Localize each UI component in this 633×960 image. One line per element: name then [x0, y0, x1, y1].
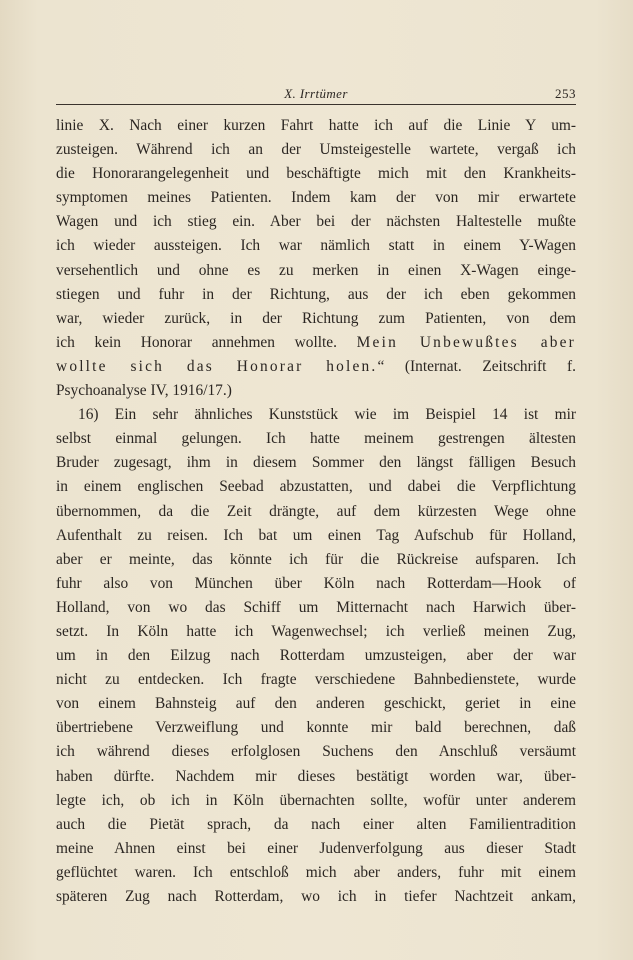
- text-line: haben dürfte. Nachdem mir dieses bestätigt worden war, über-: [56, 767, 576, 785]
- text-line: in einem englischen Seebad abzustatten, und dabei die Verpflichtung: [56, 478, 576, 496]
- emphasized-phrase: Mein Unbewußtes aber: [356, 333, 576, 351]
- text-line: selbst einmal gelungen. Ich hatte meinem gestrengen ältesten: [56, 430, 576, 448]
- text-line: zusteigen. Während ich an der Umsteigestelle wartete, vergaß ich: [56, 141, 576, 159]
- text-line: ich während dieses erfolglosen Suchens den Anschluß versäumt: [56, 743, 576, 761]
- text-line: Wagen und ich stieg ein. Aber bei der nächsten Haltestelle mußte: [56, 213, 576, 231]
- chapter-title: X. Irrtümer: [284, 86, 348, 101]
- header-rule: [56, 104, 576, 105]
- text-line: von einem Bahnsteig auf den anderen geschickt, geriet in eine: [56, 695, 576, 713]
- text-line: symptomen meines Patienten. Indem kam der von mir erwartete: [56, 189, 576, 207]
- text-line: versehentlich und ohne es zu merken in einen X-Wagen einge-: [56, 261, 576, 279]
- running-header: [56, 86, 576, 104]
- body-text: [56, 114, 576, 909]
- text-line: übertriebene Verzweiflung und konnte mir bald berechnen, daß: [56, 719, 576, 737]
- text-line: war, wieder zurück, in der Richtung zum Patienten, von dem: [56, 309, 576, 327]
- emphasized-phrase: wollte sich das Honorar holen.: [56, 357, 378, 375]
- text-line: übernommen, da die Zeit drängte, auf dem kürzesten Wege ohne: [56, 502, 576, 520]
- text-line: nicht zu entdecken. Ich fragte verschiedene Bahnbedienstete, wurde: [56, 671, 576, 689]
- text-line: um in den Eilzug nach Rotterdam umzusteigen, aber der war: [56, 647, 576, 665]
- text-line: Bruder zugesagt, ihm in diesem Sommer den längst fälligen Besuch: [56, 454, 576, 472]
- line-segment: ich kein Honorar annehmen wollte.: [56, 333, 357, 351]
- text-line: legte ich, ob ich in Köln übernachten sollte, wofür unter anderem: [56, 791, 576, 809]
- text-line-emphasis: [56, 331, 576, 355]
- text-line: auch die Pietät sprach, da nach einer alten Familientradition: [56, 815, 576, 833]
- text-line: setzt. In Köln hatte ich Wagenwechsel; ich verließ meinen Zug,: [56, 622, 576, 640]
- text-line-emphasis: [56, 355, 576, 379]
- text-line: linie X. Nach einer kurzen Fahrt hatte ich auf die Linie Y um-: [56, 117, 576, 134]
- text-line: Psychoanalyse IV, 1916/17.): [56, 382, 232, 400]
- text-line: stiegen und fuhr in der Richtung, aus der ich eben gekommen: [56, 285, 576, 303]
- text-line: die Honorarangelegenheit und beschäftigte mich mit den Krankheits-: [56, 165, 576, 183]
- text-line: Aufenthalt zu reisen. Ich bat um einen Tag Aufschub für Holland,: [56, 526, 576, 544]
- paragraph-start-line: 16) Ein sehr ähnliches Kunststück wie im Beispiel 14 ist mir: [78, 406, 576, 424]
- text-line: geflüchtet waren. Ich entschloß mich aber anders, fuhr mit einem: [56, 863, 576, 881]
- page-number: 253: [555, 86, 576, 101]
- text-line: fuhr also von München über Köln nach Rotterdam—Hook of: [56, 574, 576, 592]
- text-line: Holland, von wo das Schiff um Mitternacht nach Harwich über-: [56, 598, 576, 616]
- text-line: meine Ahnen einst bei einer Judenverfolgung aus dieser Stadt: [56, 839, 576, 857]
- text-line: aber er meinte, das könnte ich für die Rückreise aufsparen. Ich: [56, 550, 576, 568]
- line-segment: “ (Internat. Zeitschrift f.: [377, 357, 576, 375]
- text-line: ich wieder aussteigen. Ich war nämlich statt in einem Y-Wagen: [56, 237, 576, 255]
- text-line: späteren Zug nach Rotterdam, wo ich in tiefer Nachtzeit ankam,: [56, 888, 576, 905]
